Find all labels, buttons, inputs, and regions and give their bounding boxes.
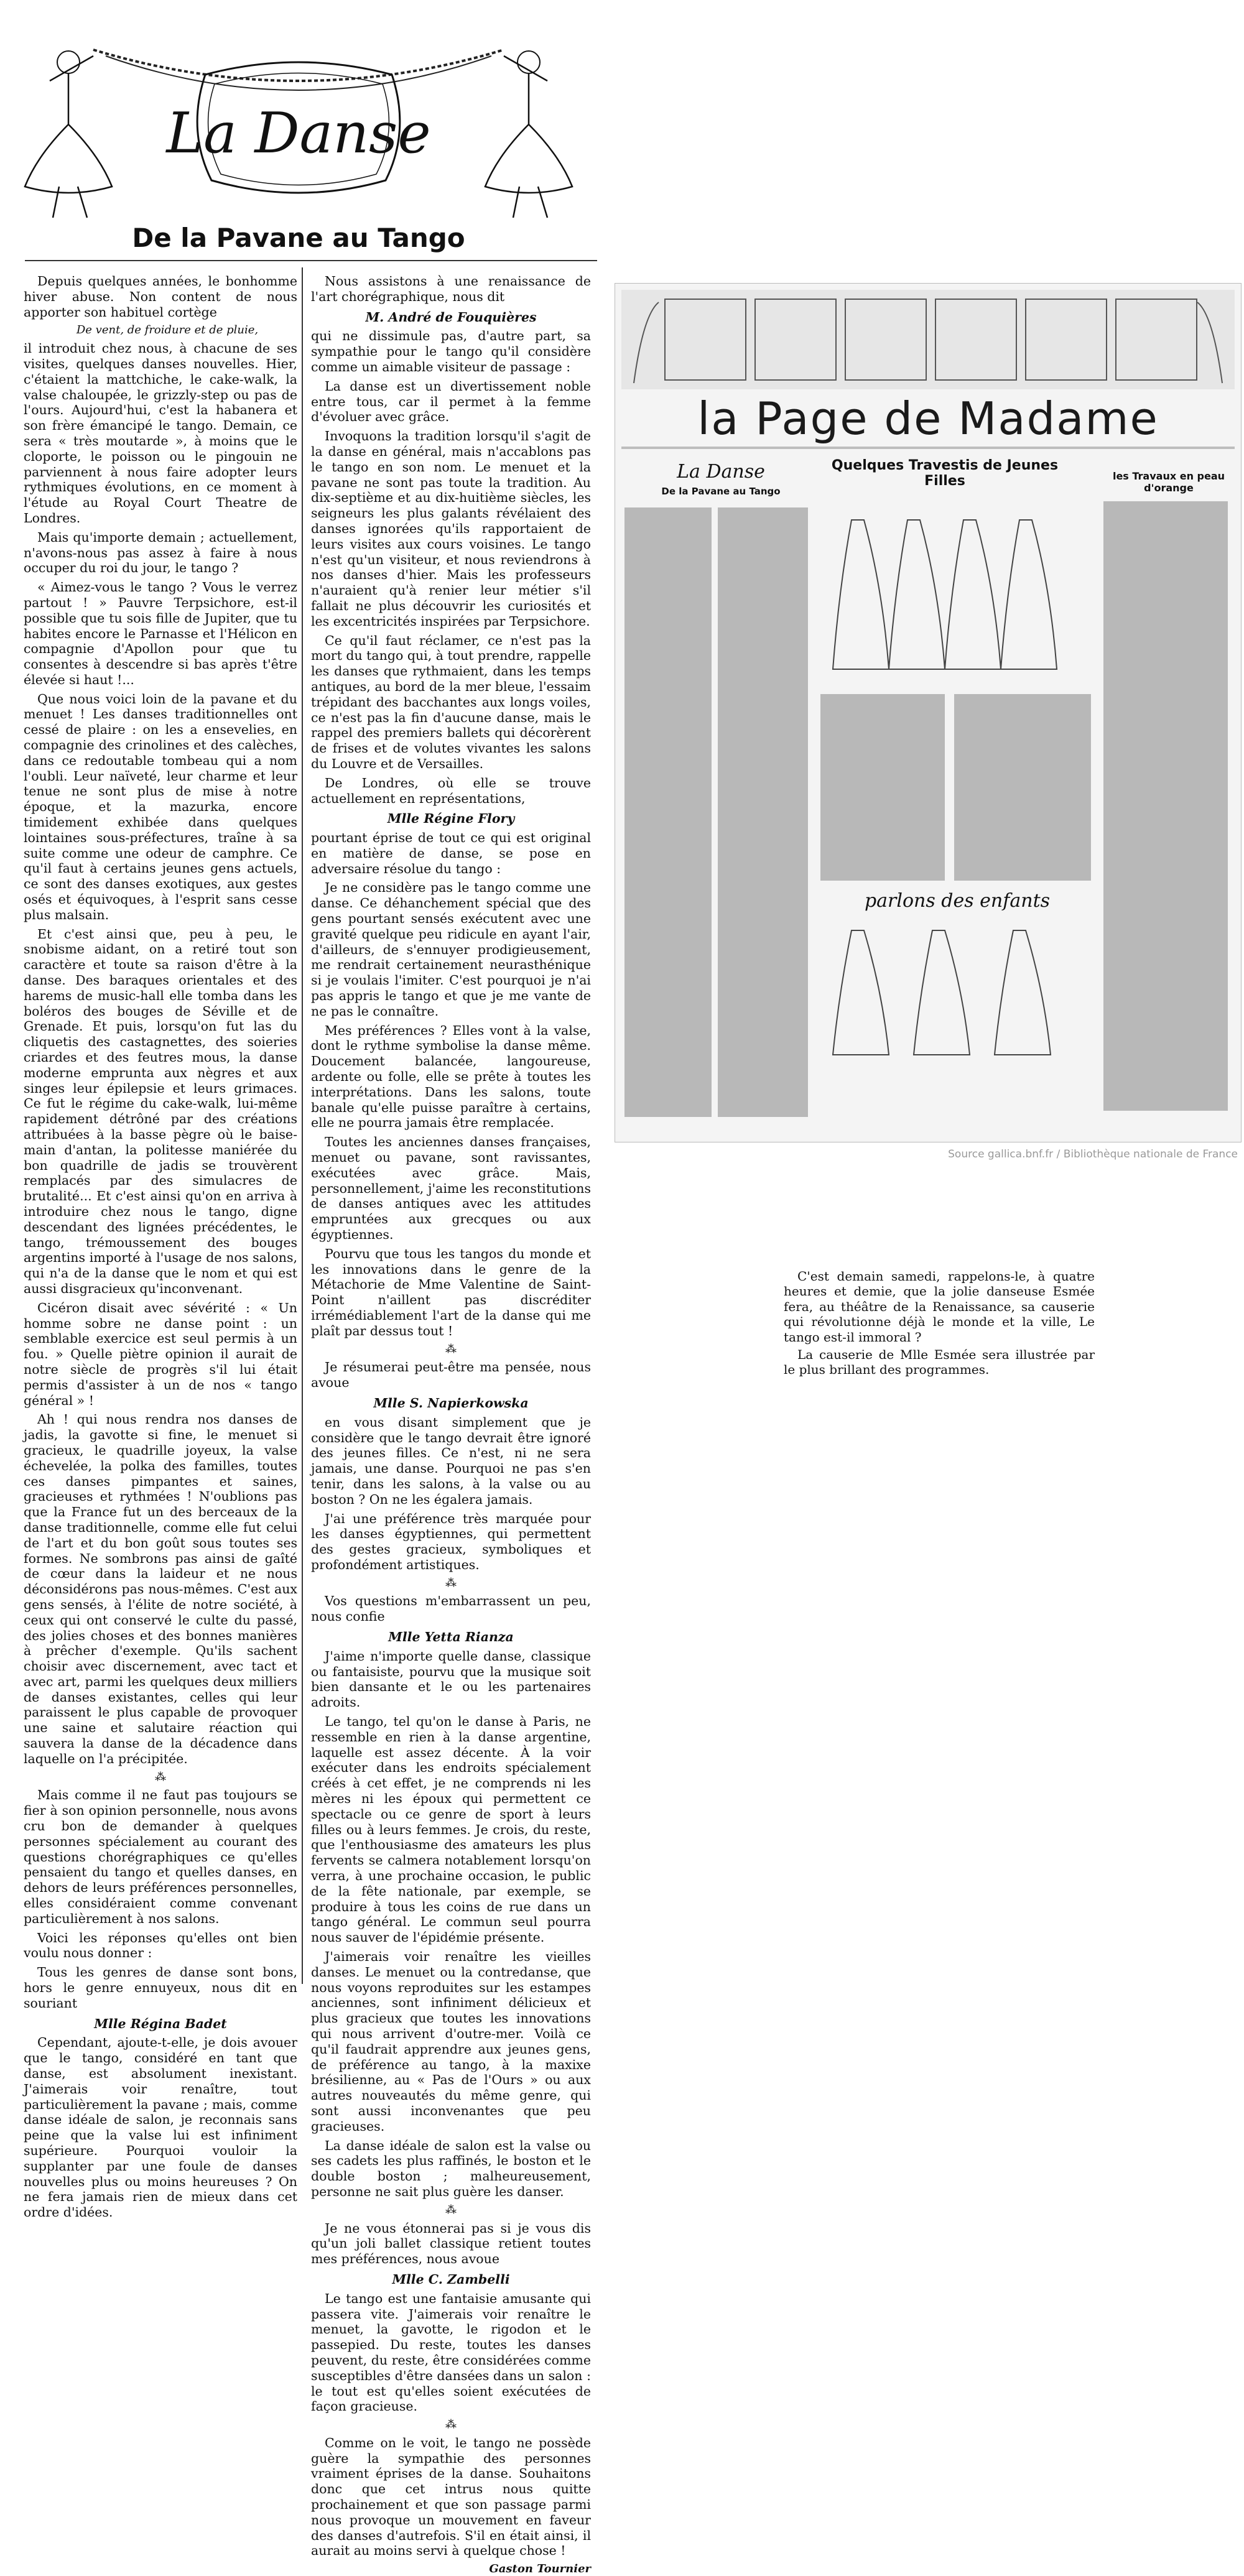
title-rule — [25, 260, 597, 261]
paragraph: Et c'est ainsi que, peu à peu, le snobisme aidant, on a retiré tout son caractère et toute sa raison d'être à la danse. Des baraques orientales et des harems de music-hall elle tomba dans les boléros des bouges de Séville et de Grenade. Et puis, lorsqu'on fut las du cliquetis des castagnettes, des soieries criardes et des feutres mous, la danse moderne emprunta aux nègres et aux singes leur épilepsie et leurs grimaces. Ce fut le régime du cake-walk, lui-même rapidement détrôné par des créations attribuées à la basse pègre où le baise-main d'antan, la politesse maniérée du bon quadrille de jadis se trouvèrent remplacés par des simulacres de brutalité... Et c'est ainsi qu'on en arriva à introduire chez nous le tango, digne descendant des lignées précédentes, le tango, trémoussement des bouges argentins importé à l'usage de nos salons, qui n'a de la danse que le nom et qui est aussi disgracieux qu'inconvenant. — [24, 926, 297, 1296]
paragraph: Toutes les anciennes danses françaises, menuet ou pavane, sont ravissantes, exécutées avec grâce. Mais, personnellement, j'aime les reconstitutions de danses antiques avec les attitudes empruntées aux grecques ou aux égyptiennes. — [311, 1134, 591, 1243]
paragraph: Pourvu que tous les tangos du monde et les innovations dans le genre de la Métachorie de Mme Valentine de Saint-Point n'aillent pas discréditer irrémédiablement l'art de la danse qui me plaît par dessus tout ! — [311, 1246, 591, 1338]
paragraph: La danse est un divertissement noble entre tous, car il permet à la femme d'évoluer avec grâce. — [311, 378, 591, 425]
paragraph: en vous disant simplement que je considère que le tango devrait être ignoré des jeunes filles. Ce n'est, ni ne sera jamais, une danse. Pourquoi ne pas s'en tenir, dans les salons, à la valse ou au boston ? On ne les égalera jamais. — [311, 1414, 591, 1507]
paragraph: Invoquons la tradition lorsqu'il s'agit de la danse en général, mais n'accablons pas le tango en son nom. Le menuet et la pavane ne sont pas toute la tradition. Au dix-septième et au dix-huitième siècles, les seigneurs les plus galants révélaient des danses ignorées qu'ils rapportaient de leurs visites aux cours voisines. Le tango n'est qu'un visiteur, et nous reviendrons à nos danses d'hier. Mais les professeurs n'auraient qu'à renier leur métier s'il fallait ne plus découvrir les curiosités et les excentricités inspirées par Terpsichore. — [311, 429, 591, 629]
section-separator: ⁂ — [445, 1576, 457, 1590]
paragraph: Mais qu'importe demain ; actuellement, n'avons-nous pas assez à faire à nous occuper du roi du jour, le tango ? — [24, 529, 297, 576]
banner-title: La Danse — [166, 101, 431, 166]
paragraph: Depuis quelques années, le bonhomme hiver abuse. Non content de nous apporter son habituel cortège — [24, 274, 297, 320]
thumbnail-columns-illustration — [615, 495, 1241, 1136]
article-column-right — [311, 274, 591, 2576]
paragraph: La danse idéale de salon est la valse ou ses cadets les plus raffinés, le boston et le double boston ; malheureusement, personne ne sait plus guère les danser. — [311, 2138, 591, 2199]
thumbnail-danse-label: La Danse — [677, 461, 765, 483]
paragraph: Ah ! qui nous rendra nos danses de jadis, la gavotte si fine, le menuet si gracieux, le quadrille joyeux, la valse échevelée, la polka des familles, toutes ces danses pimpantes et saines, gracieuses et rythmées ! N'oublions pas que la France fut un des berceaux de la danse traditionnelle, comme elle fut celui de l'art et du bon goût sous toutes ses formes. Ne sombrons pas ainsi de gaîté de cœur dans la laideur et ne nous déconsidérons pas nous-mêmes. C'est aux gens sensés, à l'élite de notre société, à ceux qui ont conservé le culte du passé, des jolies choses et des bonnes manières à prêcher d'exemple. Qu'ils sachent choisir avec discernement, avec tact et avec art, parmi les quelques deux milliers de danses existantes, celles qui leur paraissent le plus capable de provoquer une saine et salutaire réaction qui sauvera la danse de la décadence dans laquelle on l'a précipitée. — [24, 1412, 297, 1766]
quote: De vent, de froidure et de pluie, — [76, 323, 259, 337]
thumbnail-vignettes-illustration — [621, 290, 1235, 389]
paragraph: Voici les réponses qu'elles ont bien voulu nous donner : — [24, 1930, 297, 1961]
section-separator: ⁂ — [445, 2203, 457, 2217]
thumbnail-title: la Page de Madame — [697, 392, 1159, 445]
paragraph: De Londres, où elle se trouve actuellement en représentations, — [311, 775, 591, 806]
paragraph: Tous les genres de danse sont bons, hors le genre ennuyeux, nous dit en souriant — [24, 1965, 297, 2011]
thumbnail-article-travestis: Quelques Travestis de Jeunes Filles — [831, 458, 1059, 489]
paragraph: pourtant éprise de tout ce qui est original en matière de danse, se pose en adversaire résolue du tango : — [311, 830, 591, 876]
paragraph: qui ne dissimule pas, d'autre part, sa sympathie pour le tango qu'il considère comme un aimable visiteur de passage : — [311, 328, 591, 374]
interviewee-name: Mlle S. Napierkowska — [373, 1395, 529, 1411]
notice-box — [784, 1269, 1095, 1380]
interviewee-name: Mlle Yetta Rianza — [388, 1629, 514, 1645]
section-separator: ⁂ — [445, 2418, 457, 2432]
article-title: De la Pavane au Tango — [132, 223, 465, 253]
paragraph: Je résumerai peut-être ma pensée, nous avoue — [311, 1360, 591, 1391]
paragraph: Je ne considère pas le tango comme une danse. Ce déhanchement spécial que des gens pourtant sensés exécutent avec une gravité quelque peu ridicule en ayant l'air, d'ailleurs, de s'ennuyer prodigieusement, me rendrait certainement neurasthénique si je voulais l'imiter. C'est pourquoi je n'ai pas appris le tango et que je me vante de ne pas le connaître. — [311, 880, 591, 1019]
interviewee-name: Mlle C. Zambelli — [392, 2271, 510, 2287]
source-credit: Source gallica.bnf.fr / Bibliothèque nationale de France — [948, 1148, 1238, 1161]
interviewee-name: Mlle Régine Flory — [387, 811, 515, 827]
la-danse-banner — [0, 37, 597, 224]
section-separator: ⁂ — [155, 1770, 166, 1784]
paragraph: Vos questions m'embarrassent un peu, nous confie — [311, 1593, 591, 1624]
paragraph: J'aimerais voir renaître les vieilles danses. Le menuet ou la contredanse, que nous voyons reproduites sur les estampes anciennes, sont infiniment délicieux et plus gracieux que toutes les innovations qui nous arrivent d'outre-mer. Voilà ce qu'il faudrait apprendre aux jeunes gens, de préférence au tango, à la maxixe brésilienne, au « Pas de l'Ours » ou aux autres nouveautés du même genre, qui sont aussi inconvenantes que peu gracieuses. — [311, 1949, 591, 2134]
paragraph: Cicéron disait avec sévérité : « Un homme sobre ne danse point : un semblable exercice est seul permis à un fou. » Quelle piètre opinion il aurait de notre siècle de progrès s'il lui était permis d'assister à un de nos « tango général » ! — [24, 1300, 297, 1408]
interviewee-name: Mlle Régina Badet — [94, 2016, 227, 2031]
author-signature: Gaston Tournier — [489, 2562, 591, 2576]
paragraph: J'ai une préférence très marquée pour les danses égyptiennes, qui permettent des gestes gracieux, symboliques et profondément artistiques. — [311, 1511, 591, 1572]
paragraph: Mais comme il ne faut pas toujours se fier à son opinion personnelle, nous avons cru bon de demander à quelques personnes spécialement au courant des questions chorégraphiques ce qu'elles pensaient du tango et quelles danses, en dehors de leurs préférences personnelles, elles considéraient comme convenant particulièrement à nos salons. — [24, 1787, 297, 1926]
paragraph: Le tango, tel qu'on le danse à Paris, ne ressemble en rien à la danse argentine, laquelle est assez décente. À la voir exécuter dans les endroits spécialement créés à cet effet, je ne comprends ni les mères ni les époux qui permettent ce spectacle ou ce genre de sport à leurs filles ou à leurs femmes. Je crois, du reste, que l'enthousiasme des amateurs les plus fervents se calmera notablement lorsqu'on verra, à une prochaine occasion, le public de la fête nationale, par exemple, se produire à tous les coins de rue dans un tango général. Le commun seul pourra nous sauver de l'épidémie présente. — [311, 1714, 591, 1945]
notice-paragraph: La causerie de Mlle Esmée sera illustrée par le plus brillant des programmes. — [784, 1346, 1095, 1378]
paragraph: Je ne vous étonnerai pas si je vous dis qu'un joli ballet classique retient toutes mes préférences, nous avoue — [311, 2220, 591, 2267]
paragraph: Que nous voici loin de la pavane et du menuet ! Les danses traditionnelles ont cessé de plaire : on les a ensevelies, en compagnie des crinolines et des calèches, dans ce redoutable tombeau qui a nom l'oubli. Leur naïveté, leur charme et leur tenue ne sont plus de mise à notre époque, et la mazurka, encore timidement exhibée dans quelques lointaines sous-préfectures, traîne à sa suite comme une odeur de camphre. Ce qu'il faut à certains jeunes gens actuels, ce sont des danses exotiques, aux gestes osés et équivoques, à l'esprit sans cesse plus malsain. — [24, 691, 297, 922]
thumbnail-rule — [621, 447, 1235, 449]
column-divider — [302, 267, 303, 1984]
thumbnail-danse-subtitle: De la Pavane au Tango — [661, 486, 781, 497]
paragraph: Comme on le voit, le tango ne possède guère la sympathie des personnes vraiment éprises de la danse. Souhaitons donc que cet intrus nous quitte prochainement et que son passage parmi nous provoque un mouvement en faveur des danses d'autrefois. S'il en était ainsi, il aurait au moins servi à quelque chose ! — [311, 2435, 591, 2559]
notice-paragraph: C'est demain samedi, rappelons-le, à quatre heures et demie, que la jolie danseuse Esmée fera, au théâtre de la Renaissance, sa causerie qui révolutionne déjà le monde et la ville, Le tango est-il immoral ? — [784, 1269, 1095, 1345]
paragraph: il introduit chez nous, à chacune de ses visites, quelques danses nouvelles. Hier, c'étaient la mattchiche, le cake-walk, la valse chaloupée, le grizzly-step ou pas de l'ours. Aujourd'hui, c'est la habanera et son frère émancipé le tango. Demain, ce sera « très moutarde », à moins que le cloporte, le poisson ou le pingouin ne parviennent à nous faire adopter leurs rythmiques évolutions, en ce moment à l'étude au Royal Court Theatre de Londres. — [24, 341, 297, 526]
paragraph: « Aimez-vous le tango ? Vous le verrez partout ! » Pauvre Terpsichore, est-il possible que tu sois fille de Jupiter, que tu habites encore le Parnasse et l'Hélicon en compagnie d'Apollon pour que tu consentes à descendre si bas après t'être élevée si haut !... — [24, 580, 297, 687]
paragraph: Ce qu'il faut réclamer, ce n'est pas la mort du tango qui, à tout prendre, rappelle les danses que rythmaient, dans les temps antiques, au bord de la mer bleue, l'essaim trépidant des bacchantes aux longs voiles, ce n'est pas la fin d'aucune danse, mais le rappel des premiers ballets qui décorèrent de frises et de volutes vivantes les salons du Louvre et de Versailles. — [311, 632, 591, 771]
paragraph: J'aime n'importe quelle danse, classique ou fantaisiste, pourvu que la musique soit bien dansante et le ou les partenaires adroits. — [311, 1648, 591, 1710]
thumbnail-article-enfants: parlons des enfants — [864, 890, 1051, 912]
paragraph: Nous assistons à une renaissance de l'art chorégraphique, nous dit — [311, 274, 591, 304]
section-separator: ⁂ — [445, 1342, 457, 1356]
paragraph: Cependant, ajoute-t-elle, je dois avouer que le tango, considéré en tant que danse, est absolument inexistant. J'aimerais voir renaître, tout particulièrement la pavane ; mais, comme danse idéale de salon, je reconnais sans peine que la valse lui est infiniment supérieure. Pourquoi vouloir la supplanter par une foule de danses nouvelles plus ou moins heureuses ? On ne fera jamais rien de mieux dans cet ordre d'idées. — [24, 2035, 297, 2220]
page-thumbnail — [615, 283, 1242, 1142]
interviewee-name: M. André de Fouquières — [365, 309, 537, 325]
thumbnail-article-travaux: les Travaux en peau d'orange — [1112, 470, 1225, 494]
paragraph: Mes préférences ? Elles vont à la valse, dont le rythme symbolise la danse même. Doucement balancée, langoureuse, ardente ou folle, elle se prête à toutes les interprétations. Dans les salons, toute banale qu'elle puisse paraître à certains, elle ne pourra jamais être remplacée. — [311, 1022, 591, 1131]
article-column-left — [24, 274, 297, 2224]
paragraph: Le tango est une fantaisie amusante qui passera vite. J'aimerais voir renaître le menuet, la gavotte, le rigodon et le passepied. Du reste, toutes les danses peuvent, du reste, être considérées comme susceptibles d'être dansées dans un salon : le tout est qu'elles soient exécutées de façon gracieuse. — [311, 2291, 591, 2414]
